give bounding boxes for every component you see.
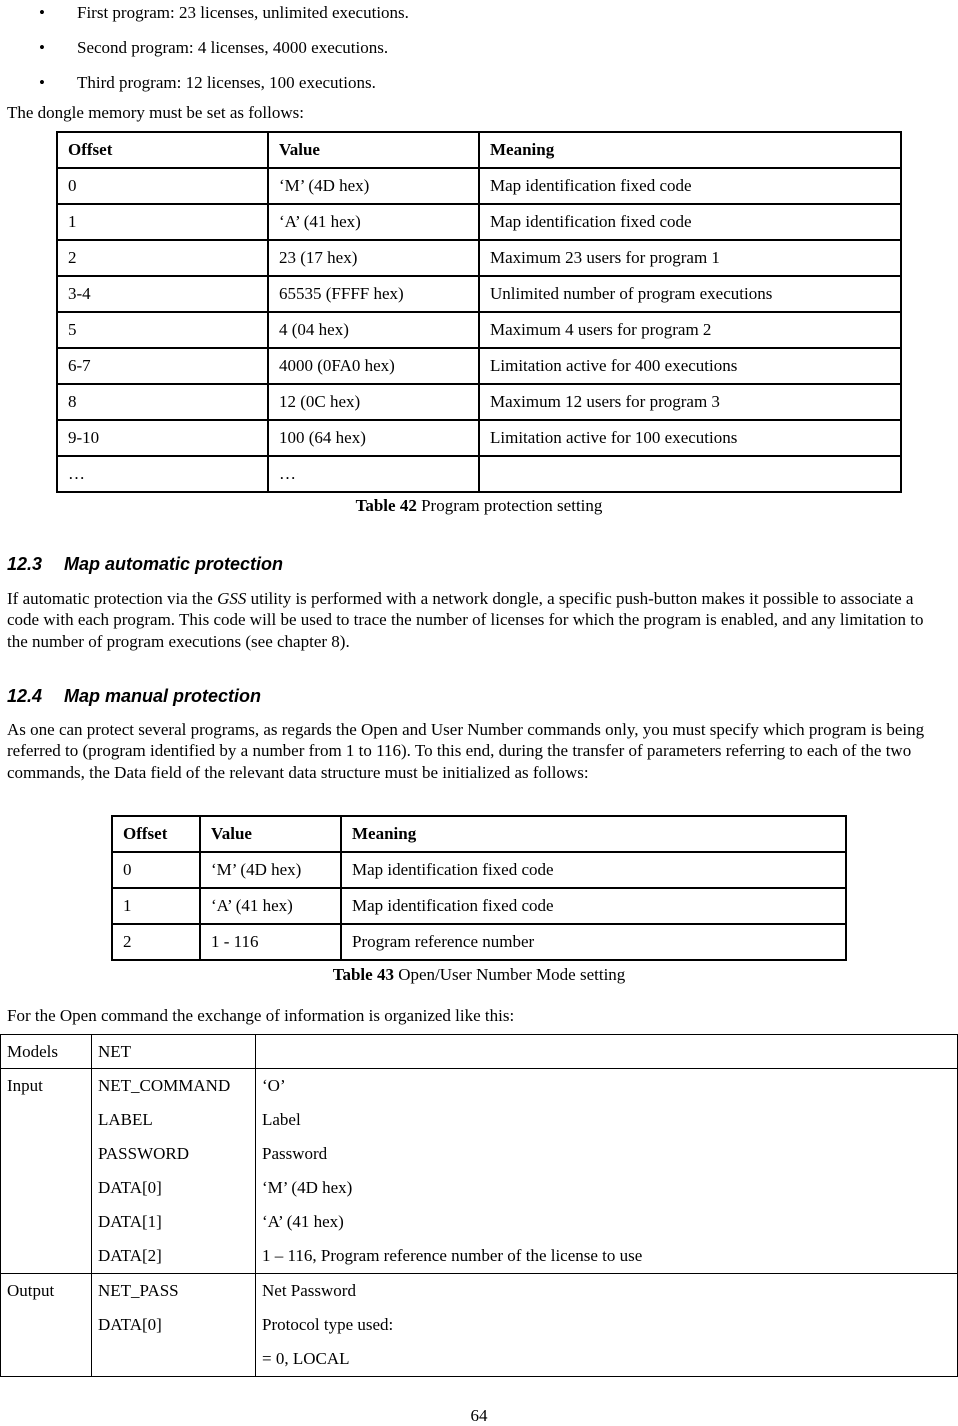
- input-label-cell: [1, 1069, 92, 1274]
- open-command-intro: For the Open command the exchange of information is organized like this:: [7, 1006, 515, 1025]
- header-offset: Offset: [112, 816, 200, 852]
- body-text: utility is performed with a network dongle, a specific push-button makes it possible to associate a code with each program. This code will be used to trace the number of licenses for which the program is enabled, and any limitation to the number of program executions (see chapter 8).: [7, 589, 924, 651]
- table-43-caption: [0, 964, 958, 985]
- cell-value: 12 (0C hex): [268, 384, 479, 420]
- cell-meaning: Map identification fixed code: [341, 852, 846, 888]
- table-row-output: [1, 1274, 958, 1377]
- output-value: = 0, LOCAL: [262, 1349, 350, 1368]
- input-field: DATA[2]: [98, 1246, 162, 1265]
- cell-value: 1 - 116: [200, 924, 341, 960]
- table-row: [57, 204, 901, 240]
- table-row: [57, 456, 901, 492]
- cell-meaning: Map identification fixed code: [479, 168, 901, 204]
- cell-offset: 3-4: [57, 276, 268, 312]
- output-fields-cell: [92, 1274, 256, 1377]
- table-row: [57, 276, 901, 312]
- input-field: DATA[1]: [98, 1212, 162, 1231]
- cell-offset: 6-7: [57, 348, 268, 384]
- cell-value: 4000 (0FA0 hex): [268, 348, 479, 384]
- cell-offset: 1: [112, 888, 200, 924]
- section-12-3-body: [7, 588, 947, 652]
- bullet-icon: •: [39, 3, 45, 22]
- output-field: DATA[0]: [98, 1315, 162, 1334]
- table-header-row: [57, 132, 901, 168]
- cell-meaning: Maximum 12 users for program 3: [479, 384, 901, 420]
- caption-text: Program protection setting: [416, 496, 603, 515]
- cell-value: ‘A’ (41 hex): [200, 888, 341, 924]
- bullet-text: First program: 23 licenses, unlimited executions.: [77, 3, 409, 22]
- table-row: [57, 420, 901, 456]
- bullet-text: Second program: 4 licenses, 4000 executions.: [77, 38, 389, 57]
- input-fields-cell: [92, 1069, 256, 1274]
- cell-meaning: Maximum 4 users for program 2: [479, 312, 901, 348]
- header-value: Value: [200, 816, 341, 852]
- table-row: [57, 168, 901, 204]
- cell-offset: 0: [57, 168, 268, 204]
- caption-label: Table 43: [332, 965, 394, 984]
- table-42-caption: [0, 495, 958, 516]
- input-field: LABEL: [98, 1110, 153, 1129]
- table-row: [57, 384, 901, 420]
- section-heading-12-4: [7, 685, 261, 708]
- input-label: Input: [7, 1076, 43, 1095]
- header-meaning: Meaning: [341, 816, 846, 852]
- table-row-models: [1, 1035, 958, 1069]
- cell-meaning: Unlimited number of program executions: [479, 276, 901, 312]
- cell-meaning: Map identification fixed code: [341, 888, 846, 924]
- output-field: NET_PASS: [98, 1281, 179, 1300]
- input-value: ‘A’ (41 hex): [262, 1212, 344, 1231]
- input-values-cell: [256, 1069, 958, 1274]
- cell-offset: 0: [112, 852, 200, 888]
- list-item: [0, 66, 958, 101]
- input-value: ‘M’ (4D hex): [262, 1178, 353, 1197]
- cell-offset: 9-10: [57, 420, 268, 456]
- table-row-input: [1, 1069, 958, 1274]
- program-protection-table: [56, 131, 902, 493]
- caption-text: Open/User Number Mode setting: [393, 965, 626, 984]
- table-header-row: [112, 816, 846, 852]
- input-field: PASSWORD: [98, 1144, 190, 1163]
- list-item: [0, 0, 958, 31]
- output-values-cell: [256, 1274, 958, 1377]
- input-value: ‘O’: [262, 1076, 286, 1095]
- header-value: Value: [268, 132, 479, 168]
- open-user-number-table: [111, 815, 847, 961]
- cell-offset: 8: [57, 384, 268, 420]
- section-heading-12-3: [7, 553, 283, 576]
- cell-value: ‘M’ (4D hex): [268, 168, 479, 204]
- output-value: Net Password: [262, 1281, 356, 1300]
- cell-meaning: Limitation active for 400 executions: [479, 348, 901, 384]
- input-value: Label: [262, 1110, 301, 1129]
- table-row: [112, 924, 846, 960]
- input-value: Password: [262, 1144, 328, 1163]
- output-label-cell: [1, 1274, 92, 1377]
- cell-value: ‘A’ (41 hex): [268, 204, 479, 240]
- cell-value: ‘M’ (4D hex): [200, 852, 341, 888]
- cell-value: 23 (17 hex): [268, 240, 479, 276]
- bullet-text: Third program: 12 licenses, 100 executions.: [77, 73, 376, 92]
- cell-meaning: [479, 456, 901, 492]
- cell-meaning: Map identification fixed code: [479, 204, 901, 240]
- caption-label: Table 42: [355, 496, 417, 515]
- cell-value: 65535 (FFFF hex): [268, 276, 479, 312]
- bullet-list: [0, 0, 958, 101]
- table-row: [112, 888, 846, 924]
- section-number: 12.3: [7, 554, 43, 574]
- dongle-intro-paragraph: The dongle memory must be set as follows:: [7, 103, 304, 122]
- cell-meaning: Program reference number: [341, 924, 846, 960]
- cell-offset: 5: [57, 312, 268, 348]
- body-emphasis: GSS: [217, 589, 247, 608]
- table-row: [57, 312, 901, 348]
- cell-value: 100 (64 hex): [268, 420, 479, 456]
- section-12-4-body: As one can protect several programs, as regards the Open and User Number commands only, you must specify which program is being referred to (program identified by a number from 1 to 116). To this end, during the transfer of parameters referring to each of the two commands, the Data field of the relevant data structure must be initialized as follows:: [7, 720, 925, 782]
- input-value: 1 – 116, Program reference number of the license to use: [262, 1246, 643, 1265]
- input-field: DATA[0]: [98, 1178, 162, 1197]
- cell-offset: 2: [112, 924, 200, 960]
- list-item: [0, 31, 958, 66]
- bullet-icon: •: [39, 38, 45, 57]
- section-number: 12.4: [7, 686, 43, 706]
- cell-meaning: Maximum 23 users for program 1: [479, 240, 901, 276]
- cell-offset: …: [57, 456, 268, 492]
- open-command-exchange-table: [0, 1034, 958, 1377]
- body-text: If automatic protection via the: [7, 589, 218, 608]
- output-label: Output: [7, 1281, 55, 1300]
- header-offset: Offset: [57, 132, 268, 168]
- output-value: Protocol type used:: [262, 1315, 394, 1334]
- table-row: [57, 240, 901, 276]
- cell-offset: 1: [57, 204, 268, 240]
- header-meaning: Meaning: [479, 132, 901, 168]
- page-number: 64: [470, 1406, 488, 1425]
- models-empty-cell: [256, 1035, 958, 1069]
- section-title: Map manual protection: [64, 686, 262, 706]
- cell-value: …: [268, 456, 479, 492]
- cell-offset: 2: [57, 240, 268, 276]
- bullet-icon: •: [39, 73, 45, 92]
- input-field: NET_COMMAND: [98, 1076, 231, 1095]
- table-row: [57, 348, 901, 384]
- table-row: [112, 852, 846, 888]
- cell-value: 4 (04 hex): [268, 312, 479, 348]
- models-value: NET: [92, 1035, 256, 1069]
- section-title: Map automatic protection: [64, 554, 284, 574]
- cell-meaning: Limitation active for 100 executions: [479, 420, 901, 456]
- models-label: Models: [1, 1035, 92, 1069]
